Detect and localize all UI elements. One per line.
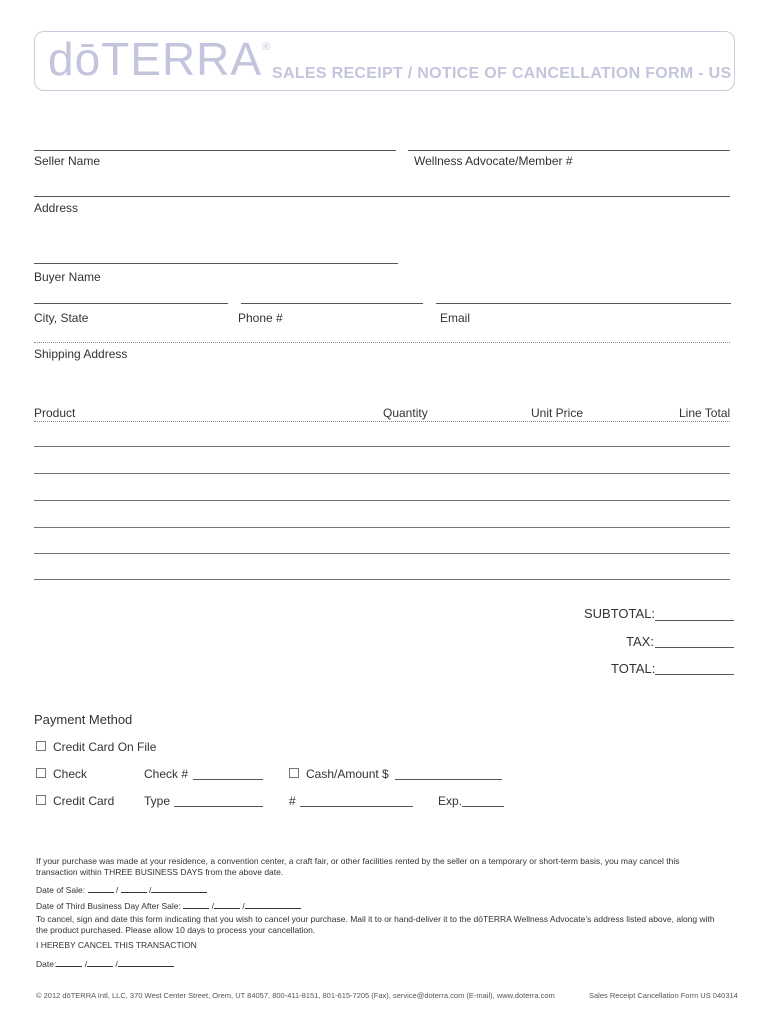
credit-card-label: Credit Card — [53, 794, 115, 808]
cancel-date-label: Date: — [36, 959, 57, 969]
phone-label: Phone # — [238, 311, 283, 325]
date-of-sale-year[interactable] — [151, 882, 207, 893]
date-of-sale-month[interactable] — [88, 882, 114, 893]
card-type-label: Type — [144, 794, 171, 808]
third-day-month[interactable] — [183, 898, 209, 909]
credit-card-on-file-label: Credit Card On File — [53, 740, 157, 754]
table-row[interactable] — [34, 473, 730, 474]
payment-method-heading: Payment Method — [34, 712, 133, 727]
table-row[interactable] — [34, 527, 730, 528]
seller-name-line[interactable] — [34, 150, 396, 151]
buyer-name-line[interactable] — [34, 263, 398, 264]
card-exp-line[interactable] — [462, 806, 504, 807]
cash-checkbox[interactable] — [289, 768, 299, 778]
column-product: Product — [34, 406, 76, 420]
cash-amount-line[interactable] — [395, 779, 502, 780]
shipping-address-label: Shipping Address — [34, 347, 128, 361]
notice-para2-line2: the product purchased. Please allow 10 days to process your cancellation. — [36, 925, 316, 935]
tax-label: TAX: — [626, 634, 654, 649]
notice-para1-line2: transaction within THREE BUSINESS DAYS from the above date. — [36, 867, 284, 877]
column-quantity: Quantity — [383, 406, 428, 420]
credit-card-on-file-checkbox[interactable] — [36, 741, 46, 751]
third-business-day-row: Date of Third Business Day After Sale: / / — [36, 898, 301, 911]
third-day-day[interactable] — [214, 898, 240, 909]
footer-form-id: Sales Receipt Cancellation Form US 040314 — [589, 991, 738, 1000]
third-business-day-label: Date of Third Business Day After Sale: — [36, 901, 181, 911]
doterra-logo — [48, 33, 272, 85]
check-number-label: Check # — [144, 767, 189, 781]
column-line-total: Line Total — [679, 406, 731, 420]
date-of-sale-row: Date of Sale: / / — [36, 882, 207, 895]
cancel-statement: I HEREBY CANCEL THIS TRANSACTION — [36, 940, 197, 950]
buyer-name-label: Buyer Name — [34, 270, 101, 284]
footer-copyright: © 2012 dōTERRA Intl, LLC, 370 West Center Street, Orem, UT 84057, 800-411-8151, 801-615-7205 (Fax), service@doterra.com (E-mail), www.doterra.com — [36, 991, 555, 1000]
check-label: Check — [53, 767, 88, 781]
cancel-date-year[interactable] — [118, 956, 174, 967]
date-of-sale-day[interactable] — [121, 882, 147, 893]
card-exp-label: Exp. — [438, 794, 463, 808]
phone-line[interactable] — [241, 303, 423, 304]
total-line[interactable] — [655, 674, 734, 675]
city-state-line[interactable] — [34, 303, 228, 304]
table-row[interactable] — [34, 500, 730, 501]
wellness-advocate-label: Wellness Advocate/Member # — [414, 154, 573, 168]
wellness-advocate-line[interactable] — [408, 150, 730, 151]
cancel-date-month[interactable] — [56, 956, 82, 967]
seller-name-label: Seller Name — [34, 154, 101, 168]
subtotal-label: SUBTOTAL: — [584, 606, 656, 621]
address-label: Address — [34, 201, 79, 215]
notice-para1-line1: If your purchase was made at your residence, a convention center, a craft fair, or other facilities rented by the seller on a temporary or short-term basis, you may cancel this — [36, 856, 680, 866]
date-of-sale-label: Date of Sale: — [36, 885, 86, 895]
city-state-label: City, State — [34, 311, 89, 325]
total-label: TOTAL: — [611, 661, 656, 676]
form-title: SALES RECEIPT / NOTICE OF CANCELLATION FORM - US — [272, 65, 732, 82]
card-number-line[interactable] — [300, 806, 413, 807]
address-line[interactable] — [34, 196, 730, 197]
third-day-year[interactable] — [245, 898, 301, 909]
logo-registered-mark: ® — [262, 41, 272, 53]
shipping-address-line[interactable] — [34, 342, 730, 343]
card-type-line[interactable] — [174, 806, 263, 807]
logo-text: dōTERRA — [48, 33, 263, 85]
table-header-rule — [34, 421, 730, 422]
table-row[interactable] — [34, 446, 730, 447]
cancel-date-day[interactable] — [87, 956, 113, 967]
check-checkbox[interactable] — [36, 768, 46, 778]
table-row[interactable] — [34, 553, 730, 554]
check-number-line[interactable] — [193, 779, 263, 780]
tax-line[interactable] — [655, 647, 734, 648]
cash-amount-label: Cash/Amount $ — [306, 767, 389, 781]
subtotal-line[interactable] — [655, 620, 734, 621]
notice-para2-line1: To cancel, sign and date this form indicating that you wish to cancel your purchase. Mail it to or hand-deliver it to the dōTERRA Wellness Advocate’s address listed above, along with — [36, 914, 715, 924]
column-unit-price: Unit Price — [531, 406, 584, 420]
card-number-label: # — [289, 794, 296, 808]
credit-card-checkbox[interactable] — [36, 795, 46, 805]
cancel-date-row: Date: / / — [36, 956, 174, 969]
email-line[interactable] — [436, 303, 731, 304]
table-row[interactable] — [34, 579, 730, 580]
email-label: Email — [440, 311, 471, 325]
